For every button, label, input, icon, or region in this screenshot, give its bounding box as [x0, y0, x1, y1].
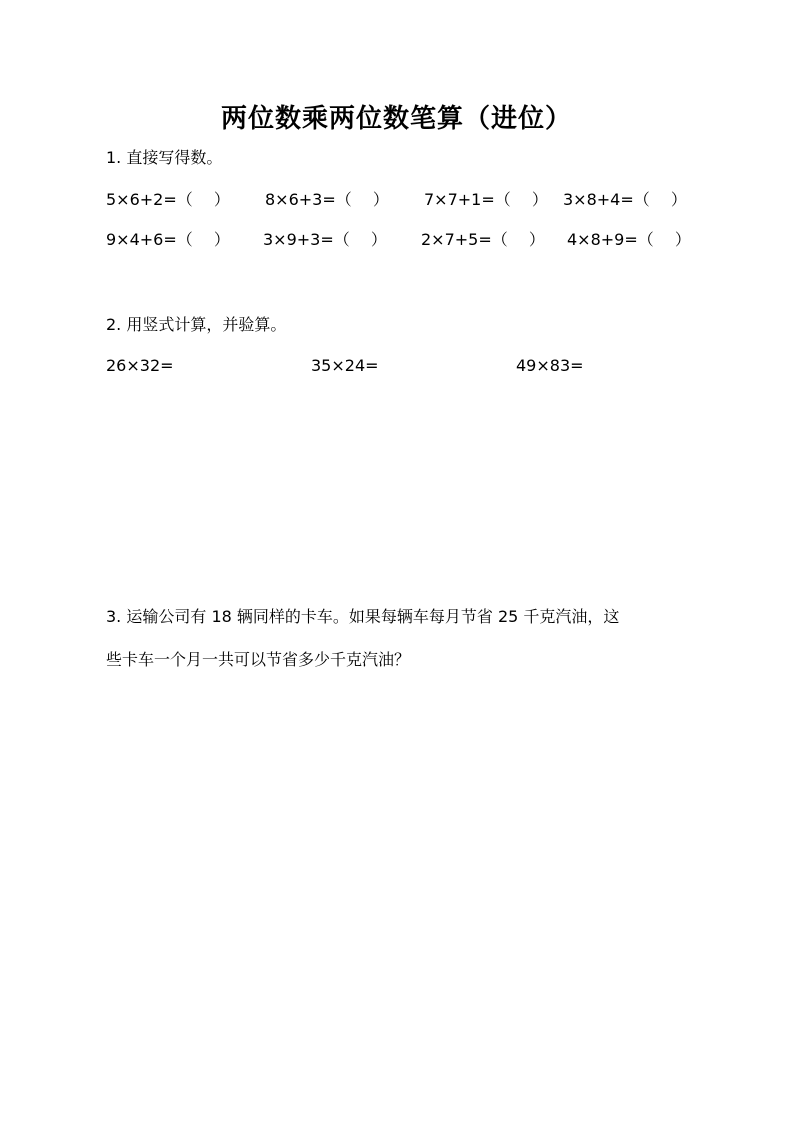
section1-heading: 1. 直接写得数。 — [106, 148, 223, 167]
calc-item: 35×24= — [311, 356, 379, 375]
calc-item: 49×83= — [516, 356, 584, 375]
calc-item: 26×32= — [106, 356, 174, 375]
oral-item: 2×7+5=（ ） — [421, 230, 545, 249]
oral-item: 3×8+4=（ ） — [563, 190, 687, 209]
oral-row-1 — [0, 189, 793, 211]
vertical-calc-row — [0, 355, 793, 377]
oral-row-2 — [0, 229, 793, 251]
oral-item: 5×6+2=（ ） — [106, 190, 230, 209]
word-problem-line-1: 3. 运输公司有 18 辆同样的卡车。如果每辆车每月节省 25 千克汽油，这 — [106, 607, 620, 626]
oral-item: 8×6+3=（ ） — [265, 190, 389, 209]
oral-item: 7×7+1=（ ） — [424, 190, 548, 209]
oral-item: 9×4+6=（ ） — [106, 230, 230, 249]
section2-heading: 2. 用竖式计算，并验算。 — [106, 315, 287, 334]
page-title: 两位数乘两位数笔算（进位） — [220, 104, 572, 134]
oral-item: 3×9+3=（ ） — [263, 230, 387, 249]
word-problem-line-2: 些卡车一个月一共可以节省多少千克汽油？ — [106, 650, 411, 669]
oral-item: 4×8+9=（ ） — [567, 230, 691, 249]
